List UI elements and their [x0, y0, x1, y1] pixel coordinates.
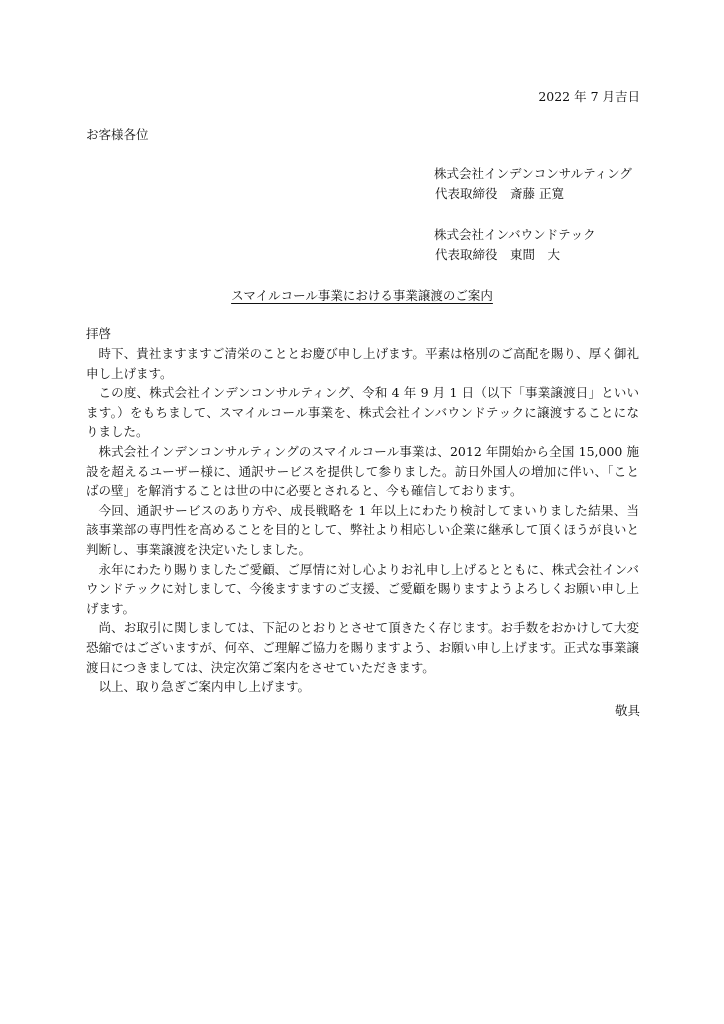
sender-representative: 代表取締役 斎藤 正寛	[435, 186, 564, 201]
body-paragraph: この度、株式会社インデンコンサルティング、令和 4 年 9 月 1 日（以下「事業譲渡日」といいます。）をもちまして、スマイルコール事業を、株式会社インバウンドテックに譲渡することになりました。	[86, 385, 639, 440]
letter-body	[86, 344, 639, 697]
closing: 敬具	[614, 703, 640, 718]
sender-company: 株式会社インバウンドテック	[434, 227, 596, 242]
recipient: お客様各位	[86, 127, 149, 142]
letter-title-text: スマイルコール事業における事業譲渡のご案内	[231, 288, 493, 303]
salutation: 拝啓	[86, 326, 112, 341]
letter-title	[0, 287, 724, 305]
sender-block-inden	[434, 164, 632, 204]
letter-date: 2022 年 7 月吉日	[538, 89, 640, 104]
body-paragraph: 永年にわたり賜りましたご愛顧、ご厚情に対し心よりお礼申し上げるとともに、株式会社インバウンドテックに対しまして、今後ますますのご支援、ご愛顧を賜りますようよろしくお願い申し上げます。	[86, 561, 639, 616]
body-paragraph: 尚、お取引に関しましては、下記のとおりとさせて頂きたく存じます。お手数をおかけして大変恐縮ではございますが、何卒、ご理解ご協力を賜りますよう、お願い申し上げます。正式な事業譲渡日につきましては、決定次第ご案内をさせていただきます。	[86, 620, 639, 675]
body-paragraph: 株式会社インデンコンサルティングのスマイルコール事業は、2012 年開始から全国 15,000 施設を超えるユーザー様に、通訳サービスを提供して参りました。訪日外国人の増加に伴い、「ことばの壁」を解消することは世の中に必要とされると、今も確信しております。	[86, 443, 639, 499]
body-paragraph: 時下、貴社ますますご清栄のこととお慶び申し上げます。平素は格別のご高配を賜り、厚く御礼申し上げます。	[86, 346, 639, 381]
body-paragraph: 以上、取り急ぎご案内申し上げます。	[98, 679, 311, 695]
sender-company: 株式会社インデンコンサルティング	[434, 166, 632, 181]
body-paragraph: 今回、通訳サービスのあり方や、成長戦略を 1 年以上にわたり検討してまいりました結果、当該事業部の専門性を高めることを目的として、弊社より相応しい企業に継承して頂くほうが良いと判断し、事業譲渡を決定いたしました。	[86, 502, 639, 557]
sender-block-inboundtech	[434, 225, 596, 265]
sender-representative: 代表取締役 東間 大	[435, 247, 561, 262]
